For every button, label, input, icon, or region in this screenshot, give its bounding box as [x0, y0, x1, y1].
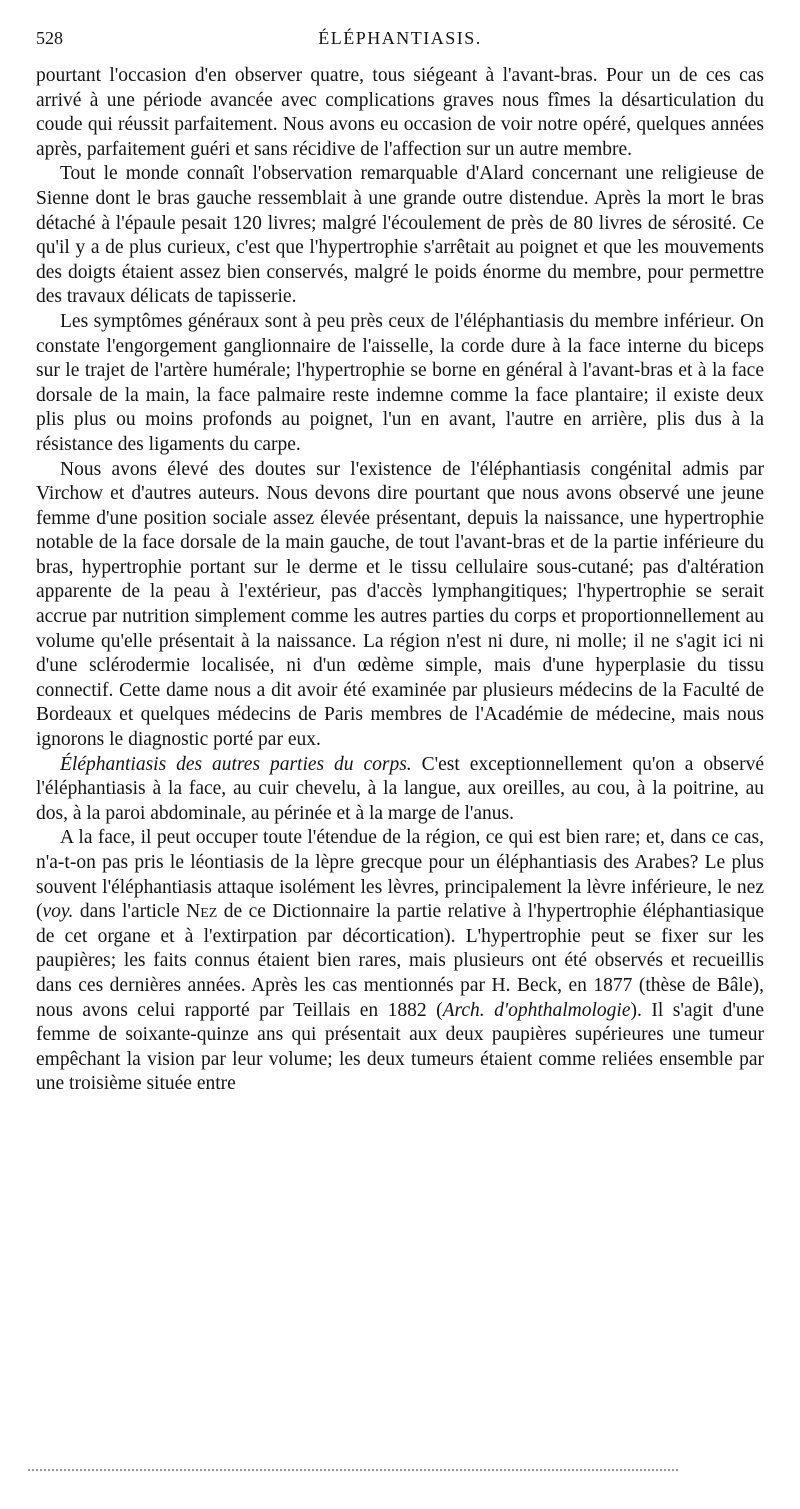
voy-abbrev: voy. [42, 901, 74, 923]
paragraph-6 [36, 826, 764, 1097]
paragraph-4: Nous avons élevé des doutes sur l'existence de l'éléphantiasis congénital admis par Virchow et d'autres auteurs. Nous devons dire pourtant que nous avons observé une jeune femme d'une position sociale assez élevée présentant, depuis la naissance, une hypertrophie notable de la face dorsale de la main gauche, de tout l'avant-bras et de la partie inférieure du bras, hypertrophie portant sur le derme et le tissu cellulaire sous-cutané; pas d'altération apparente de la peau à l'extérieur, pas d'accès lymphangitiques; l'hypertrophie se serait accrue par nutrition simplement comme les autres parties du corps et proportionnellement au volume qu'elle présentait à la naissance. La région n'est ni dure, ni molle; il ne s'agit ici ni d'une sclérodermie localisée, ni d'un œdème simple, mais d'une hyperplasie du tissu connectif. Cette dame nous a dit avoir été examinée par plusieurs médecins de la Faculté de Bordeaux et quelques médecins de Paris membres de l'Académie de médecine, mais nous ignorons le diagnostic porté par eux. [36, 458, 764, 751]
paragraph-6-part-d: ). Il s'agit d'une femme de soixante-quinze ans qui présentait aux deux paupières supérieures une tumeur empêchant la vision par leur volume; les deux tumeurs étaient comme reliées ensemble par une troisième située entre [36, 999, 764, 1095]
paragraph-5-text: C'est exceptionnellement qu'on a observé l'éléphantiasis à la face, au cuir chevelu, à la langue, aux oreilles, au cou, à la poitrine, au dos, à la paroi abdominale, au périnée et à la marge de l'anus. [36, 753, 764, 824]
paragraph-5 [36, 753, 764, 827]
section-heading: Éléphantiasis des autres parties du corps. [60, 753, 412, 775]
paragraph-1: pourtant l'occasion d'en observer quatre, tous siégeant à l'avant-bras. Pour un de ces cas arrivé à une période avancée avec complications graves nous fîmes la désarticulation du coude qui réussit parfaitement. Nous avons eu occasion de voir notre opéré, quelques années après, parfaitement guéri et sans récidive de l'affection sur un autre membre. [36, 65, 764, 160]
paragraph-2: Tout le monde connaît l'observation remarquable d'Alard concernant une religieuse de Sienne dont le bras gauche ressemblait à une grande outre distendue. Après la mort le bras détaché à l'épaule pesait 120 livres; malgré l'écoulement de près de 80 livres de sérosité. Ce qu'il y a de plus curieux, c'est que l'hypertrophie s'arrêtait au poignet et que les mouvements des doigts étaient assez bien conservés, malgré le poids énorme du membre, pour permettre des travaux délicats de tapisserie. [36, 163, 764, 308]
document-page [36, 28, 764, 1097]
journal-citation: Arch. d'ophthalmologie [442, 999, 631, 1021]
paragraph-6-part-c: de ce Dictionnaire la partie relative à l'hypertrophie éléphantiasique de cet organe et à l'extirpation par décortication). L'hypertrophie peut se fixer sur les paupières; les faits connus étaient bien rares, mais plusieurs ont été observés et recueillis dans ces dernières années. Après les cas mentionnés par H. Beck, en 1877 (thèse de Bâle), nous avons celui rapporté par Teillais en 1882 ( [36, 901, 764, 1021]
paragraph-6-part-b: dans l'article [73, 901, 187, 923]
page-number: 528 [36, 28, 63, 48]
body-text [36, 64, 764, 1097]
page-header [36, 28, 764, 58]
running-title: ÉLÉPHANTIASIS. [318, 28, 482, 48]
footer-dotted-rule [28, 1469, 678, 1471]
paragraph-6-part-a: A la face, il peut occuper toute l'étendue de la région, ce qui est bien rare; et, dans ce cas, n'a-t-on pas pris le léontiasis de la lèpre grecque pour un éléphantiasis des Arabes? Le plus souvent l'éléphantiasis attaque isolément les lèvres, principalement la lèvre inférieure, le nez ( [36, 827, 764, 923]
paragraph-3: Les symptômes généraux sont à peu près ceux de l'éléphantiasis du membre inférieur. On constate l'engorgement ganglionnaire de l'aisselle, la corde dure à la face interne du biceps sur le trajet de l'artère humérale; l'hypertrophie se borne en général à l'avant-bras et à la face dorsale de la main, la face palmaire reste indemne comme la face plantaire; il existe deux plis plus ou moins profonds au poignet, l'un en avant, l'autre en arrière, plis dus à la résistance des ligaments du carpe. [36, 310, 764, 455]
nez-reference: Nez [186, 901, 218, 923]
